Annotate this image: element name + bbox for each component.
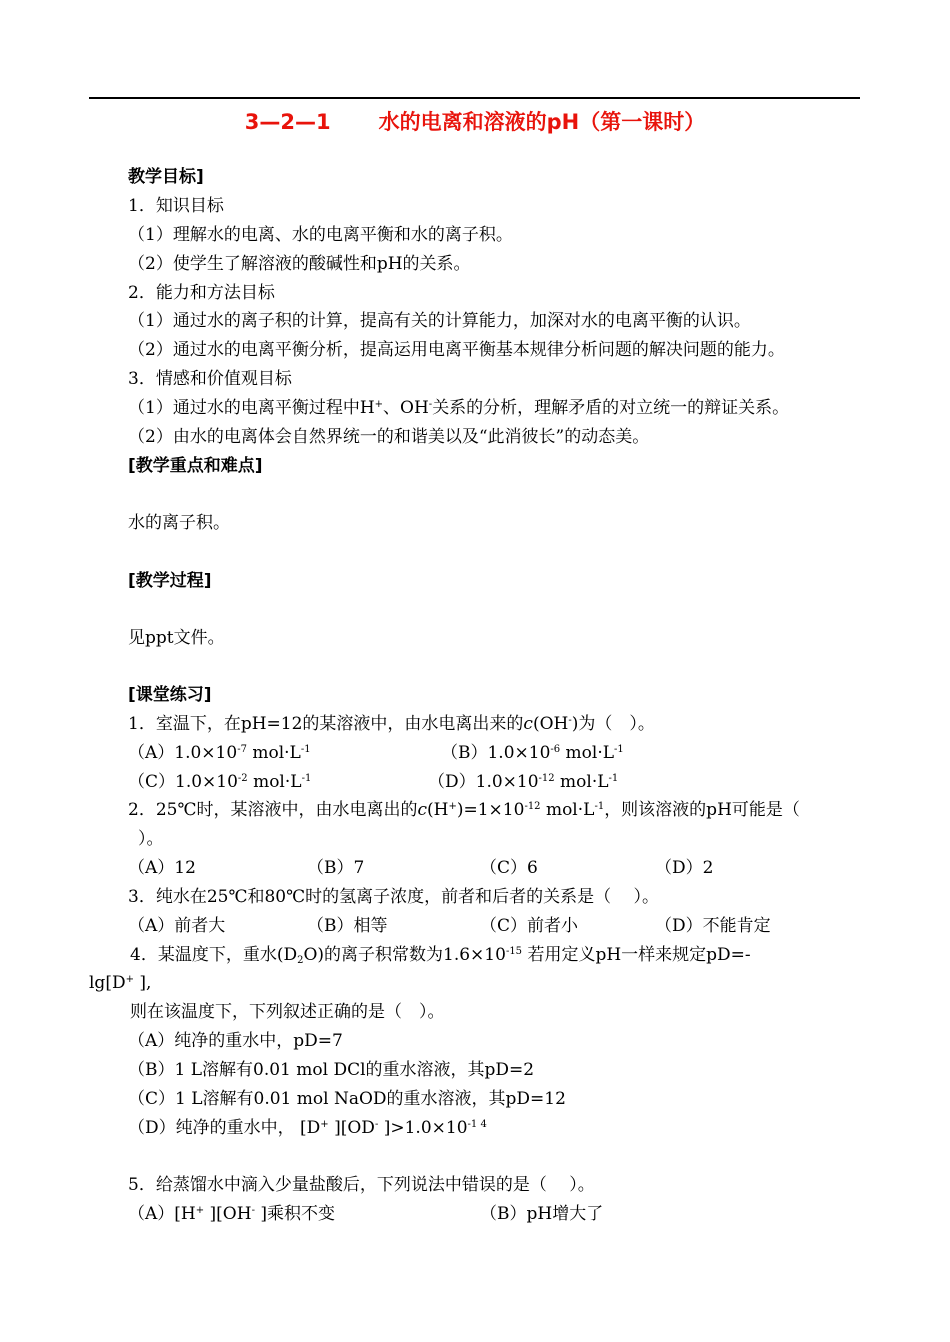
knowledge-goal-2: （2）使学生了解溶液的酸碱性和pH的关系。 [128, 254, 471, 274]
question-3: 3．纯水在25℃和80℃时的氢离子浓度，前者和后者的关系是（ ）。 [128, 887, 660, 907]
q3-option-d: （D）不能肯定 [655, 916, 771, 936]
question-4: 4．某温度下，重水$(D_2O)$的离子积常数为$1.6\times 10^{-15}$ 若用定义pH一样来规定pD=- [130, 945, 751, 966]
q4-option-a: （A）纯净的重水中，pD=7 [128, 1031, 343, 1051]
title-text: 水的电离和溶液的pH（第一课时） [378, 110, 706, 134]
knowledge-goal: 1．知识目标 [128, 196, 224, 216]
objectives-heading: 教学目标] [128, 167, 204, 187]
q2-option-a: （A）12 [128, 858, 196, 878]
ability-goal: 2．能力和方法目标 [128, 283, 275, 303]
q2-option-d: （D）2 [655, 858, 714, 878]
q4-option-c: （C）1 L溶解有0.01 mol NaOD的重水溶液，其pD=12 [128, 1089, 566, 1109]
q3-option-c: （C）前者小 [480, 916, 579, 936]
question-2: 2．25℃时，某溶液中，由水电离出的$c(H^+)=1\times 10^{-12}$ $mol\cdot L^{-1}$，则该溶液的pH可能是（ [128, 800, 800, 820]
question-4-cont: lg[D+ ], [89, 973, 152, 993]
ability-goal-2: （2）通过水的电离平衡分析，提高运用电离平衡基本规律分析问题的解决问题的能力。 [128, 340, 785, 360]
q4-option-b: （B）1 L溶解有0.01 mol DCl的重水溶液，其pD=2 [128, 1060, 535, 1080]
process-heading: [教学过程] [128, 571, 212, 591]
q2-option-b: （B）7 [307, 858, 365, 878]
q1-option-c: $(C)1.0\times 10^{-2}$ $mol\cdot L^{-1}$ [128, 772, 312, 792]
question-5: 5．给蒸馏水中滴入少量盐酸后，下列说法中错误的是（ ）。 [128, 1175, 595, 1195]
exercise-heading: [课堂练习] [128, 685, 212, 705]
q3-option-a: （A）前者大 [128, 916, 226, 936]
ability-goal-1: （1）通过水的离子积的计算，提高有关的计算能力，加深对水的电离平衡的认识。 [128, 311, 751, 331]
knowledge-goal-1: （1）理解水的电离、水的电离平衡和水的离子积。 [128, 225, 513, 245]
q5-option-a: （A）[H+ ][OH- ]乘积不变 [128, 1204, 335, 1224]
q2-option-c: （C）6 [480, 858, 538, 878]
key-points-heading: [教学重点和难点] [128, 456, 263, 476]
question-2-cont: ）。 [138, 829, 164, 849]
emotion-goal: 3．情感和价值观目标 [128, 369, 292, 389]
q4-option-d: （D）纯净的重水中， [D+ ][OD- ]$>1.0\times 10^{-1 4}$ [128, 1118, 487, 1138]
key-points-text: 水的离子积。 [128, 513, 230, 533]
title-number: 3—2—1 [244, 110, 331, 134]
question-4-prompt: 则在该温度下，下列叙述正确的是（ ）。 [130, 1002, 445, 1022]
q3-option-b: （B）相等 [307, 916, 388, 936]
q1-option-b: $(B)1.0\times 10^{-6}$ $mol\cdot L^{-1}$ [441, 743, 624, 763]
process-text: 见ppt文件。 [128, 628, 225, 648]
q5-option-b: （B）pH增大了 [480, 1204, 604, 1224]
top-rule [89, 97, 860, 99]
q1-option-a: $(A)1.0\times 10^{-7}$ $mol\cdot L^{-1}$ [128, 743, 311, 763]
emotion-goal-1: （1）通过水的电离平衡过程中H+、OH-关系的分析，理解矛盾的对立统一的辩证关系。 [128, 398, 790, 418]
question-1: 1．室温下，在pH=12的某溶液中，由水电离出来的c(OH-)为（ ）。 [128, 714, 655, 734]
q1-option-d: $(D)1.0\times 10^{-12}$ $mol\cdot L^{-1}$ [428, 772, 619, 792]
page-title [0, 106, 950, 136]
emotion-goal-2: （2）由水的电离体会自然界统一的和谐美以及“此消彼长”的动态美。 [128, 427, 650, 447]
